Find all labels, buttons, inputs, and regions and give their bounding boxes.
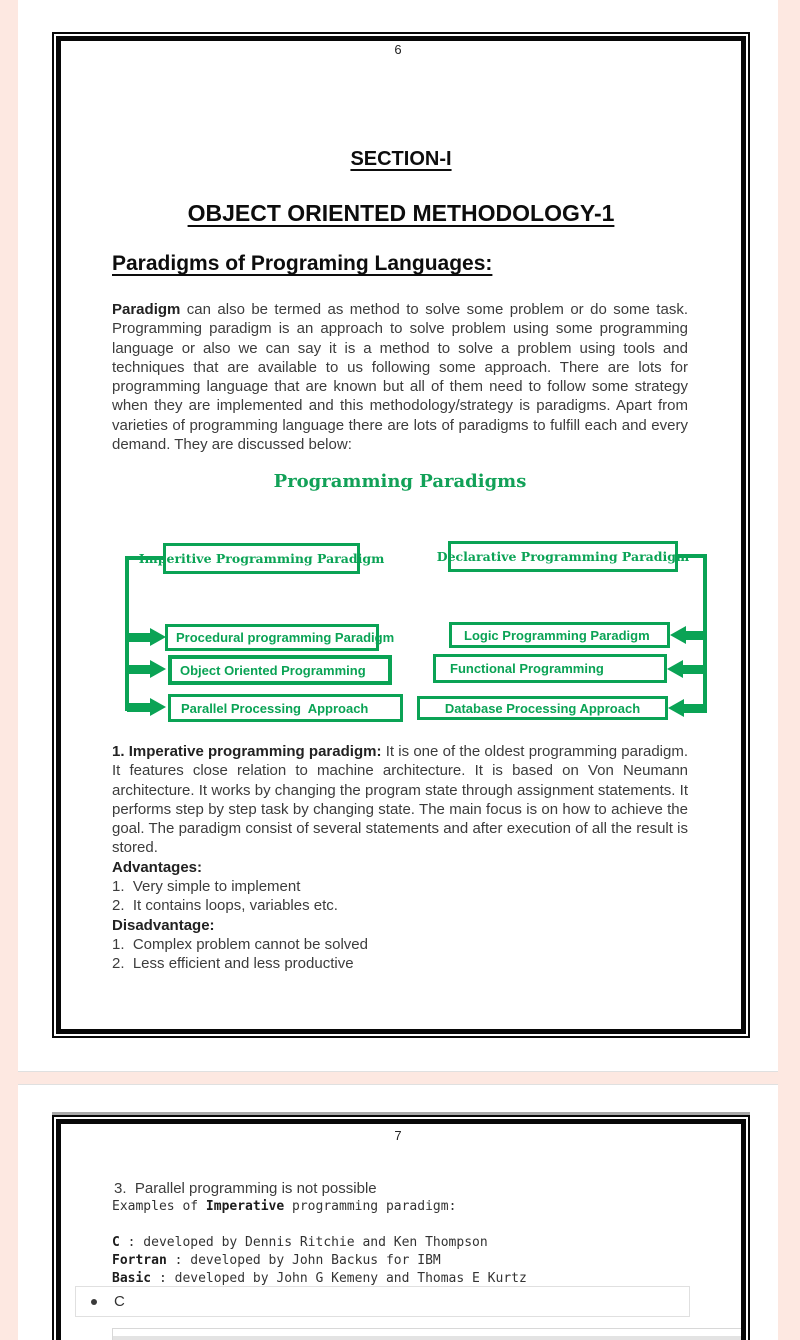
paradigms-heading-text: Paradigms of Programing Languages: [112, 252, 493, 275]
diagram-box-procedural-label: Procedural programming Paradigm [176, 630, 395, 645]
diagram-box-logic [449, 622, 670, 648]
diagram-box-database-label: Database Processing Approach [444, 700, 641, 716]
examples-heading [112, 1199, 456, 1214]
section-title [52, 148, 750, 171]
imperative-paragraph-lead: 1. Imperative programming paradigm: [112, 743, 382, 760]
diagram-box-functional [433, 654, 667, 683]
arrow-left-icon [681, 665, 707, 674]
examples-heading-bold: Imperative [205, 1199, 285, 1214]
diagram-box-declarative-root [436, 541, 690, 572]
quiz-option-c-label: C [114, 1293, 125, 1310]
examples-heading-suffix: programming paradigm: [284, 1199, 457, 1214]
section-title-text: SECTION-I [350, 148, 452, 170]
diagram-box-procedural [165, 624, 395, 651]
example-basic-desc: : developed by John G Kemeny and Thomas E Kurtz [151, 1271, 527, 1286]
arrow-right-icon [150, 660, 166, 678]
arrow-right-icon [150, 628, 166, 646]
example-fortran-desc: : developed by John Backus for IBM [166, 1253, 441, 1268]
bullet-icon [91, 1299, 97, 1305]
chapter-title [52, 200, 750, 227]
examples-heading-prefix: Examples of [112, 1199, 206, 1214]
diagram-box-oop-label: Object Oriented Programming [180, 662, 366, 678]
intro-paragraph-body: can also be termed as method to solve some problem or do some task. Programming paradigm is an approach to solve problem using some programming language or also we can say it is a method to solve a problem using tools and techniques that are available to us following some approach. There are lots for programming language that are known but all of them need to follow some strategy when they are implemented and this methodology/strategy is paradigms. Apart from varieties of programming language there are lots of paradigms to fulfill each and every demand. They are discussed below: [112, 301, 688, 454]
disadvantage-label: Disadvantage: [112, 916, 215, 934]
imperative-paragraph [112, 742, 688, 858]
diagram-box-imperative-root [138, 543, 385, 574]
page-number: 7 [394, 1128, 402, 1143]
example-basic-name: Basic [112, 1271, 152, 1286]
advantage-item: 1. Very simple to implement [112, 878, 301, 896]
imperative-section [112, 742, 688, 974]
quiz-option-c[interactable] [75, 1286, 690, 1317]
example-c-desc: : developed by Dennis Ritchie and Ken Thompson [119, 1235, 488, 1250]
advantages-label: Advantages: [112, 858, 203, 876]
arrow-right-icon [150, 698, 166, 716]
disadvantage-item: 1. Complex problem cannot be solved [112, 935, 368, 953]
diagram-box-logic-label: Logic Programming Paradigm [464, 627, 650, 643]
imperative-paragraph-body: It is one of the oldest programming paradigm. It features close relation to machine architecture. It is based on Von Neumann architecture. It works by changing the program state through assignment statements. It performs step by step task by changing state. The main focus is on how to achieve the goal. The paradigm consist of several statements and after execution of all the result is stored. [112, 743, 689, 857]
intro-paragraph [112, 300, 688, 454]
paradigms-heading [112, 252, 492, 276]
intro-paragraph-lead: Paradigm [112, 301, 181, 318]
disadvantage-item-3: 3. Parallel programming is not possible [114, 1180, 377, 1197]
example-c-name: C [112, 1235, 120, 1250]
arrow-left-icon [682, 704, 707, 713]
disadvantage-item: 2. Less efficient and less productive [112, 955, 354, 973]
diagram-box-functional-label: Functional Programming [450, 661, 604, 676]
diagram-box-imperative-root-label: Imperitive Programming Paradigm [138, 551, 385, 566]
diagram-box-parallel [168, 694, 403, 722]
diagram-box-declarative-root-label: Declarative Programming Paradigm [436, 549, 690, 564]
diagram-box-parallel-label: Parallel Processing Approach [181, 700, 369, 716]
example-fortran-name: Fortran [112, 1253, 167, 1268]
diagram-box-database [417, 696, 668, 720]
page-number: 6 [394, 42, 402, 57]
diagram-title: Programming Paradigms [273, 471, 527, 492]
advantage-item: 2. It contains loops, variables etc. [112, 897, 338, 915]
example-line-basic [112, 1271, 527, 1286]
example-line-c [112, 1235, 488, 1250]
diagram-box-oop [168, 655, 392, 685]
example-line-fortran [112, 1253, 441, 1268]
chapter-title-text: OBJECT ORIENTED METHODOLOGY-1 [187, 200, 615, 226]
arrow-left-icon [684, 631, 707, 640]
